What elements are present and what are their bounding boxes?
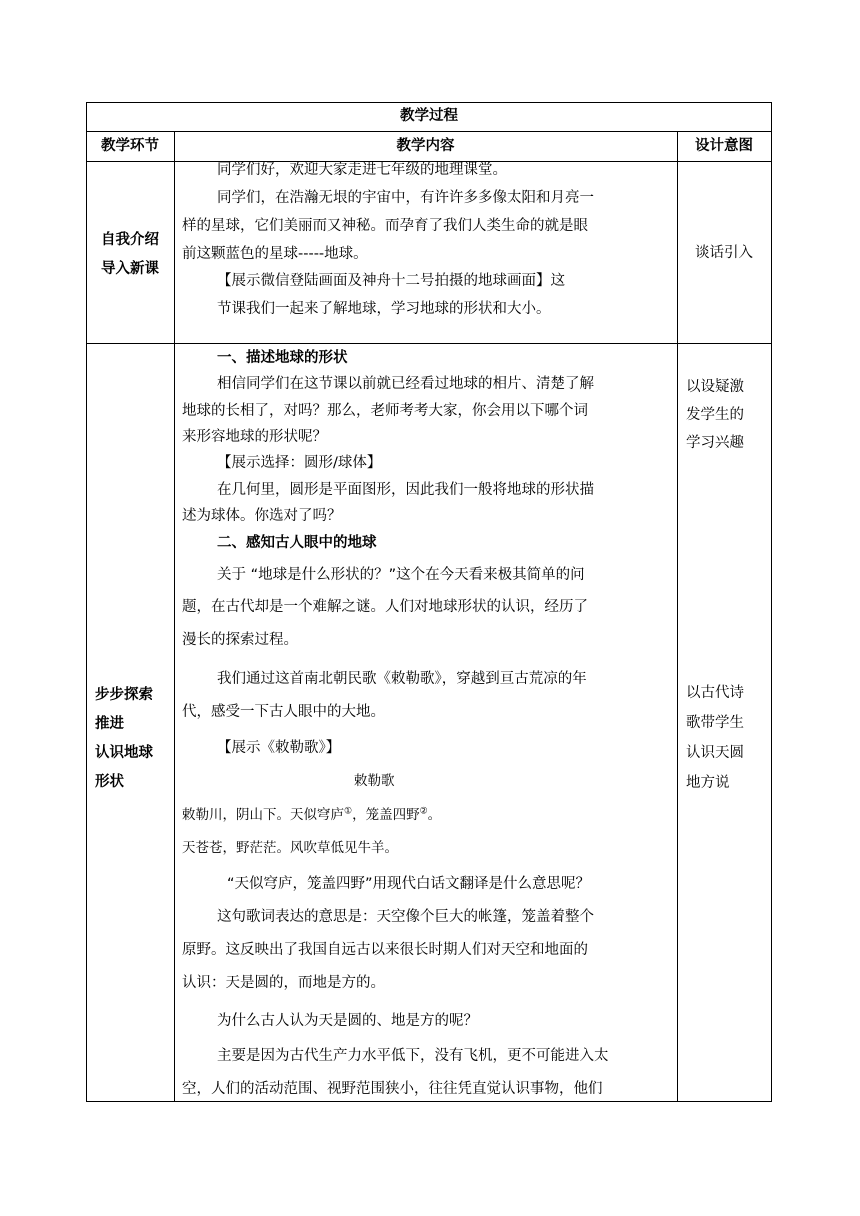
intro-greeting: 同学们好，欢迎大家走进七年级的地理课堂。	[217, 162, 507, 178]
para-line: 我们通过这首南北朝民歌《敕勒歌》，穿越到亘古荒凉的年	[217, 671, 587, 687]
table-border-bottom	[86, 1101, 772, 1102]
poem-line-2: 天苍苍，野茫茫。风吹草低见牛羊。	[182, 840, 398, 856]
para-line: “天似穹庐，笼盖四野”用现代白话文翻译是什么意思呢？	[227, 876, 591, 892]
intro-line: 同学们，在浩瀚无垠的宇宙中，有许许多多像太阳和月亮一	[217, 190, 594, 206]
poem-line-1: 敕勒川，阴山下。天似穹庐①，笼盖四野②。	[182, 806, 442, 823]
para-line: 这句歌词表达的意思是：天空像个巨大的帐篷，笼盖着整个	[217, 909, 594, 925]
intent-curiosity: 以设疑激 发学生的 学习兴趣	[686, 379, 744, 451]
heading-describe-shape: 一、描述地球的形状	[217, 350, 348, 366]
table-border-right	[771, 102, 772, 1102]
intent-talk-intro: 谈话引入	[695, 245, 753, 261]
poem-title: 敕勒歌	[354, 773, 395, 789]
footnote-mark: ①	[344, 806, 353, 817]
stage-explore: 步步探索 推进 认识地球 形状	[95, 687, 153, 790]
para-line: 关于 “地球是什么形状的？”这个在今天看来极其简单的问	[217, 567, 585, 583]
intro-line: 前这颗蓝色的星球-----地球。	[182, 246, 368, 262]
para-line: 述为球体。你选对了吗？	[182, 508, 342, 524]
table-title: 教学过程	[400, 108, 458, 124]
column-divider	[174, 131, 175, 1102]
para-line: 来形容地球的形状呢？	[182, 429, 327, 445]
para-line: 为什么古人认为天是圆的、地是方的呢？	[217, 1013, 478, 1029]
show-choice: 【展示选择：圆形/球体】	[217, 455, 382, 471]
header-content: 教学内容	[396, 138, 455, 154]
stage-intro: 自我介绍 导入新课	[101, 232, 159, 277]
para-line: 漫长的探索过程。	[182, 632, 298, 648]
para-line: 在几何里，圆形是平面图形，因此我们一般将地球的形状描	[217, 482, 594, 498]
show-poem: 【展示《敕勒歌》】	[217, 740, 341, 756]
para-line: 主要是因为古代生产力水平低下，没有飞机，更不可能进入太	[217, 1048, 609, 1064]
para-line: 相信同学们在这节课以前就已经看过地球的相片、清楚了解	[217, 376, 594, 392]
para-line: 原野。这反映出了我国自远古以来很长时期人们对天空和地面的	[182, 942, 588, 958]
intro-line: 节课我们一起来了解地球，学习地球的形状和大小。	[217, 301, 551, 317]
table-rule	[86, 343, 772, 344]
intro-show: 【展示微信登陆画面及神舟十二号拍摄的地球画面】这	[217, 273, 565, 289]
table-border-top	[86, 102, 772, 103]
para-line: 代，感受一下古人眼中的大地。	[182, 704, 385, 720]
lesson-table	[86, 102, 772, 1102]
table-rule	[86, 131, 772, 132]
heading-ancient-view: 二、感知古人眼中的地球	[217, 535, 377, 551]
para-line: 空，人们的活动范围、视野范围狭小，往往凭直觉认识事物，他们	[182, 1081, 603, 1097]
intent-ancient-poem: 以古代诗 歌带学生 认识天圆 地方说	[686, 685, 744, 791]
para-line: 认识：天是圆的，而地是方的。	[182, 975, 385, 991]
footnote-mark: ②	[419, 806, 428, 817]
header-intent: 设计意图	[695, 138, 753, 154]
header-stage: 教学环节	[101, 138, 159, 154]
para-line: 题，在古代却是一个难解之谜。人们对地球形状的认识，经历了	[182, 599, 588, 615]
intro-line: 样的星球，它们美丽而又神秘。而孕育了我们人类生命的就是眼	[182, 218, 588, 234]
para-line: 地球的长相了，对吗？那么，老师考考大家，你会用以下哪个词	[182, 403, 588, 419]
